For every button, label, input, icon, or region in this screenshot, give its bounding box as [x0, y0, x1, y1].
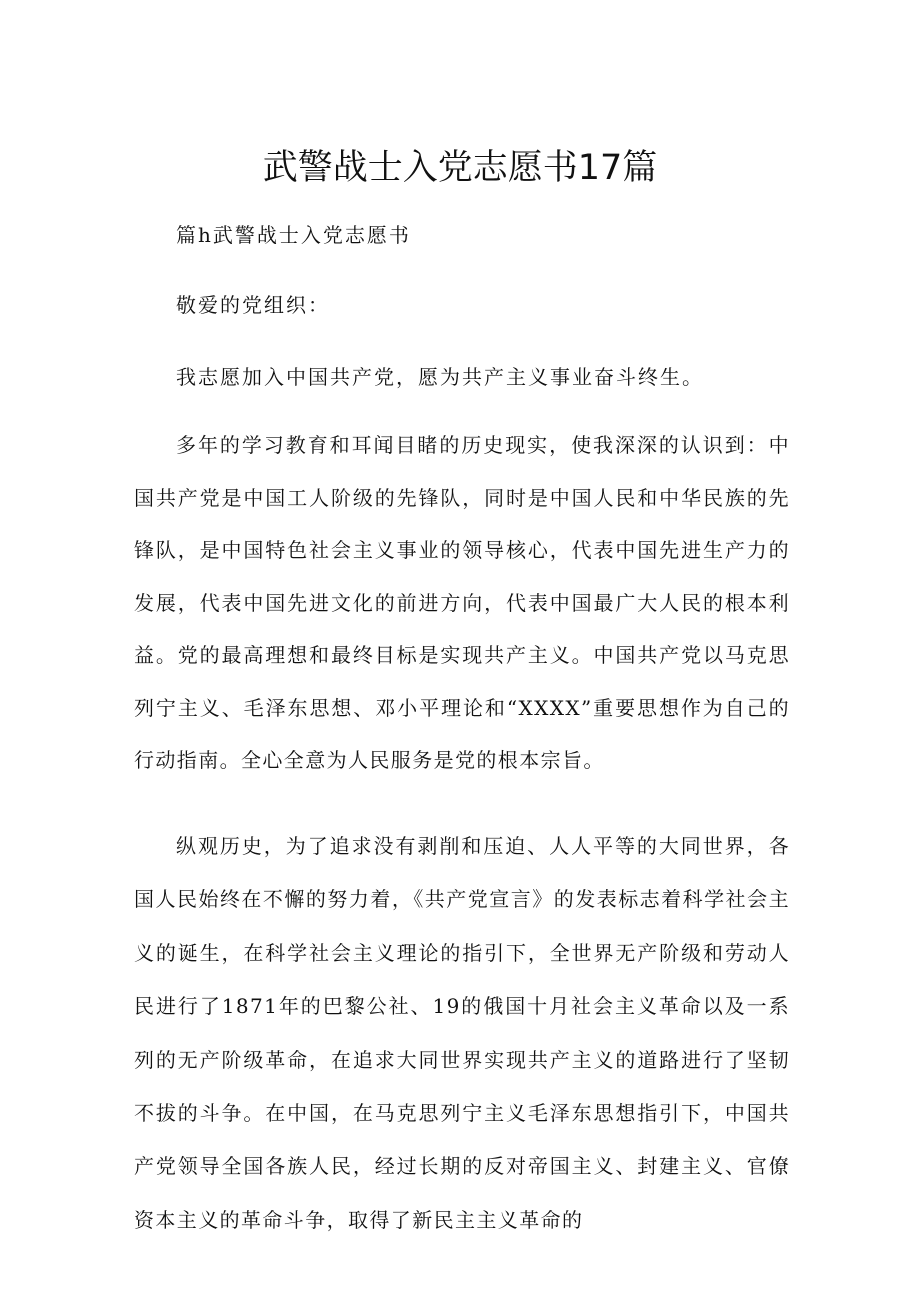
paragraph-1: 多年的学习教育和耳闻目睹的历史现实，使我深深的认识到：中国共产党是中国工人阶级的先锋队，同时是中国人民和中华民族的先锋队，是中国特色社会主义事业的领导核心，代表中国先进生产力的发展，代表中国先进文化的前进方向，代表中国最广大人民的根本利益。党的最高理想和最终目标是实现共产主义。中国共产党以马克思列宁主义、毛泽东思想、邓小平理论和“XXXX”重要思想作为自己的行动指南。全心全意为人民服务是党的根本宗旨。 [134, 433, 790, 772]
intro-line: 我志愿加入中国共产党，愿为共产主义事业奋斗终生。 [176, 365, 704, 389]
paragraph-2: 纵观历史，为了追求没有剥削和压迫、人人平等的大同世界，各国人民始终在不懈的努力着，《共产党宣言》的发表标志着科学社会主义的诞生，在科学社会主义理论的指引下，全世界无产阶级和劳动人民进行了1871年的巴黎公社、19的俄国十月社会主义革命以及一系列的无产阶级革命，在追求大同世界实现共产主义的道路进行了坚韧不拔的斗争。在中国，在马克思列宁主义毛泽东思想指引下，中国共产党领导全国各族人民，经过长期的反对帝国主义、封建主义、官僚资本主义的革命斗争，取得了新民主主义革命的 [134, 834, 790, 1232]
document-title: 武警战士入党志愿书17篇 [262, 148, 658, 188]
section-heading: 篇h武警战士入党志愿书 [176, 223, 411, 247]
salutation: 敬爱的党组织： [176, 293, 330, 317]
